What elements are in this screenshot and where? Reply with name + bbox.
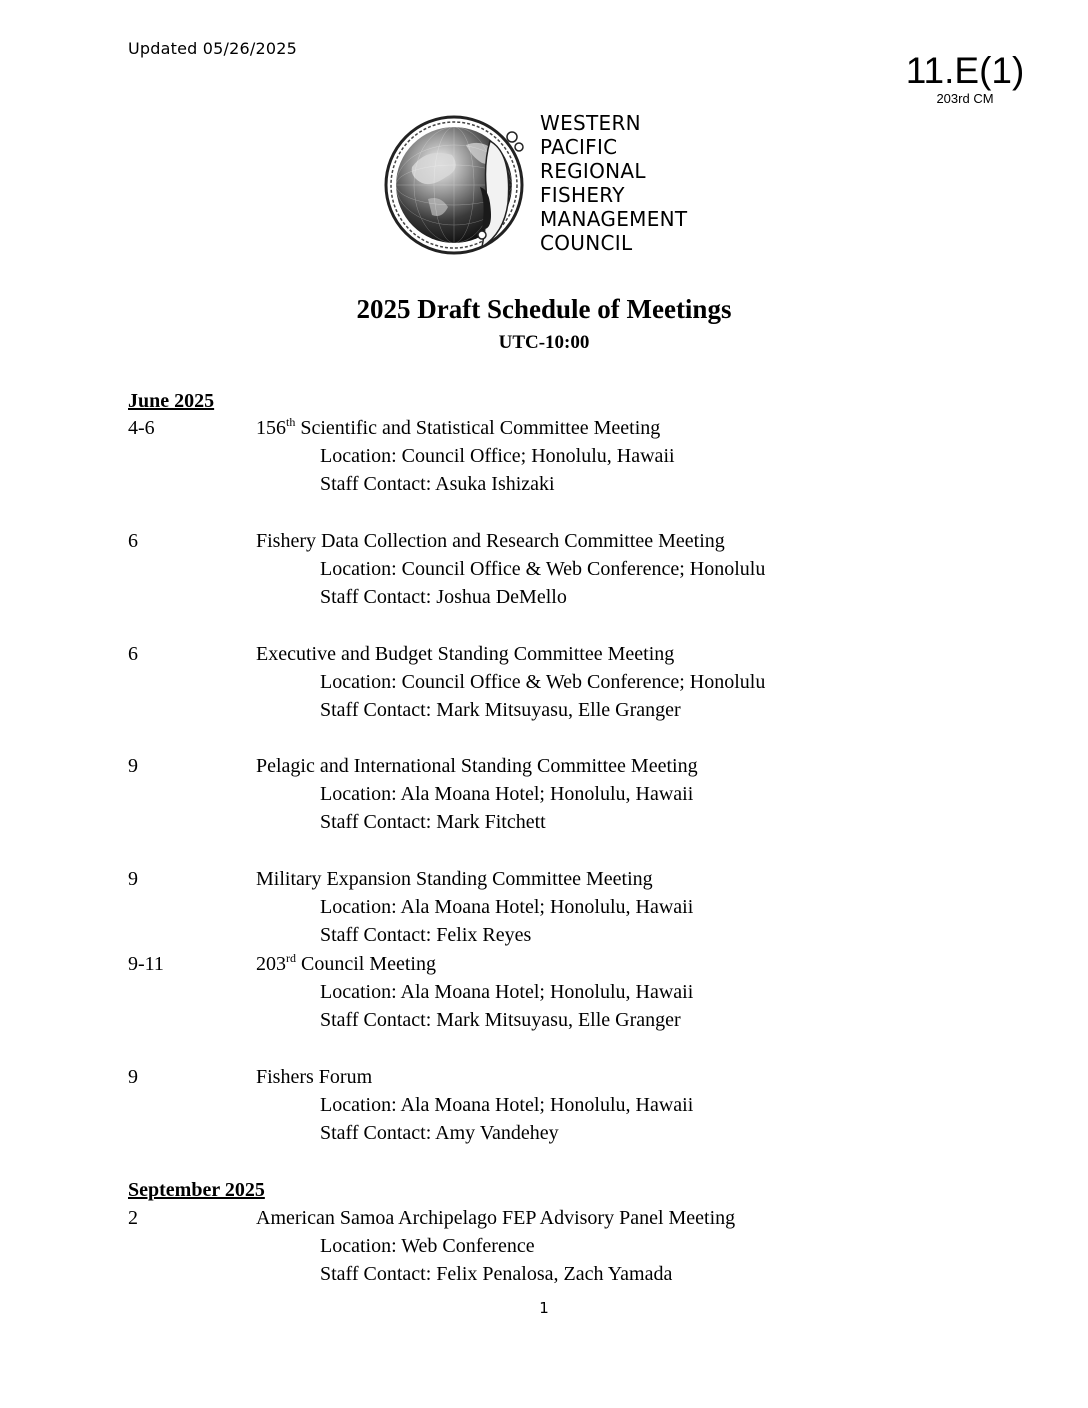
meeting-date: 9-11 — [128, 953, 164, 975]
month-heading-june: June 2025 — [128, 390, 215, 412]
council-logo-icon — [382, 107, 532, 257]
timezone-subtitle: UTC-10:00 — [498, 332, 590, 353]
meeting-date: 9 — [128, 1066, 138, 1088]
document-code: 11.E(1) — [905, 50, 1025, 91]
org-line: PACIFIC — [540, 135, 618, 159]
meeting-name: Fishery Data Collection and Research Committee Meeting — [256, 530, 725, 552]
meeting-location: Location: Ala Moana Hotel; Honolulu, Hawaii — [320, 783, 694, 806]
meeting-contact: Staff Contact: Mark Fitchett — [320, 811, 546, 834]
org-line: REGIONAL — [540, 159, 646, 183]
month-heading-september: September 2025 — [128, 1179, 265, 1201]
meeting-name: Military Expansion Standing Committee Meeting — [256, 868, 653, 890]
meeting-name: Fishers Forum — [256, 1066, 373, 1088]
org-line: MANAGEMENT — [540, 207, 688, 231]
meeting-location: Location: Council Office; Honolulu, Hawaii — [320, 445, 675, 468]
meeting-date: 9 — [128, 868, 138, 890]
meeting-location: Location: Ala Moana Hotel; Honolulu, Hawaii — [320, 1094, 694, 1117]
meeting-location: Location: Ala Moana Hotel; Honolulu, Hawaii — [320, 896, 694, 919]
meeting-location: Location: Council Office & Web Conference; Honolulu — [320, 671, 766, 694]
meeting-location: Location: Ala Moana Hotel; Honolulu, Hawaii — [320, 981, 694, 1004]
meeting-date: 9 — [128, 755, 138, 777]
meeting-location: Location: Council Office & Web Conference; Honolulu — [320, 558, 766, 581]
meeting-date: 4-6 — [128, 417, 155, 439]
document-subcode: 203rd CM — [936, 91, 994, 106]
org-line: COUNCIL — [540, 231, 633, 255]
meeting-name: 156th Scientific and Statistical Committee Meeting — [256, 415, 661, 439]
meeting-contact: Staff Contact: Mark Mitsuyasu, Elle Granger — [320, 1009, 681, 1032]
meeting-name: Pelagic and International Standing Committee Meeting — [256, 755, 698, 777]
meeting-contact: Staff Contact: Felix Penalosa, Zach Yamada — [320, 1263, 673, 1286]
organization-name — [540, 111, 687, 255]
document-tag — [890, 50, 1040, 106]
org-line: FISHERY — [540, 183, 625, 207]
meeting-name: 203rd Council Meeting — [256, 951, 436, 975]
page-title: 2025 Draft Schedule of Meetings — [356, 294, 732, 324]
meeting-date: 2 — [128, 1207, 138, 1229]
meeting-location: Location: Web Conference — [320, 1235, 535, 1258]
meeting-contact: Staff Contact: Mark Mitsuyasu, Elle Granger — [320, 699, 681, 722]
meeting-contact: Staff Contact: Joshua DeMello — [320, 586, 567, 609]
meeting-contact: Staff Contact: Amy Vandehey — [320, 1122, 559, 1145]
page-number: 1 — [539, 1299, 549, 1317]
org-line: WESTERN — [540, 111, 641, 135]
meeting-contact: Staff Contact: Felix Reyes — [320, 924, 532, 947]
meeting-contact: Staff Contact: Asuka Ishizaki — [320, 473, 555, 496]
meeting-date: 6 — [128, 530, 138, 552]
meeting-name: American Samoa Archipelago FEP Advisory Panel Meeting — [256, 1207, 736, 1229]
meeting-name: Executive and Budget Standing Committee Meeting — [256, 643, 675, 665]
updated-date: Updated 05/26/2025 — [128, 39, 298, 58]
meeting-date: 6 — [128, 643, 138, 665]
